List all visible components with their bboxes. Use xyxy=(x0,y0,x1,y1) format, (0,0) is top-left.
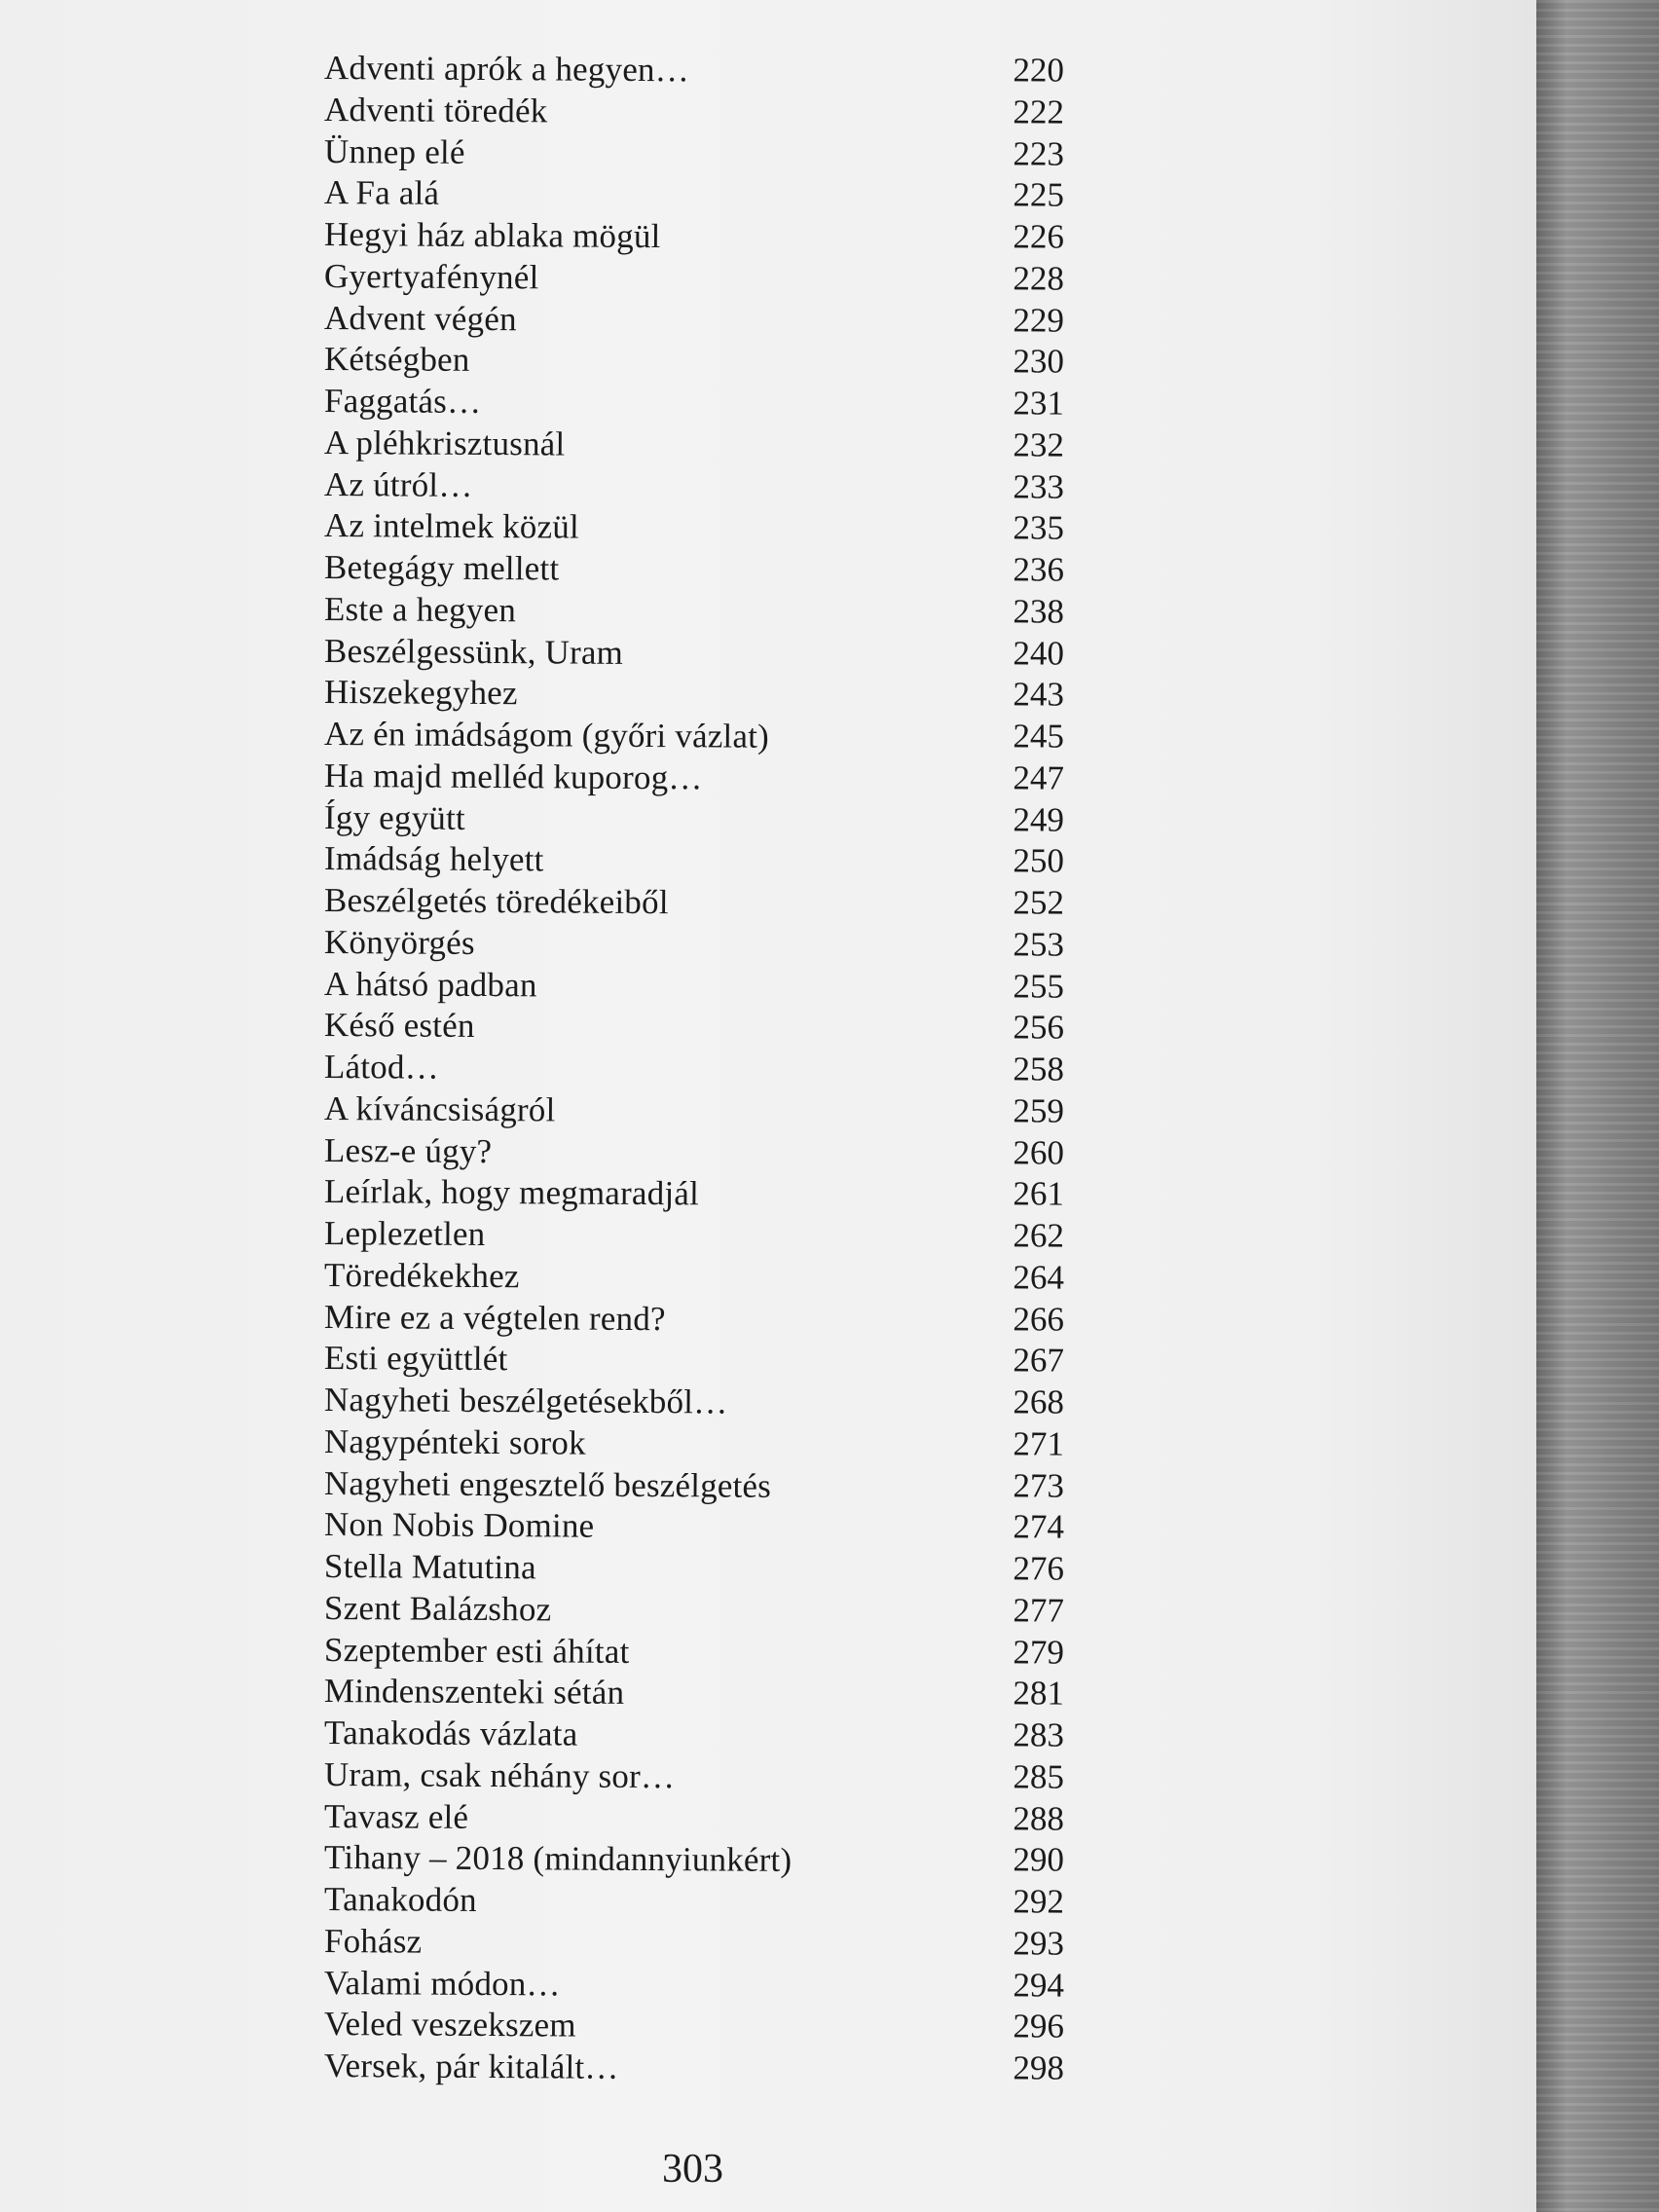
toc-entry xyxy=(324,1712,1064,1757)
toc-entry-page: 288 xyxy=(1013,1798,1065,1838)
toc-entry xyxy=(324,1878,1064,1924)
toc-entry xyxy=(324,588,1064,634)
toc-entry xyxy=(324,630,1064,676)
toc-entry-page: 243 xyxy=(1013,675,1065,714)
toc-entry-title: Látod… xyxy=(323,1048,439,1087)
toc-entry-title: Esti együttlét xyxy=(323,1339,508,1379)
toc-entry-title: Kétségben xyxy=(323,340,470,380)
toc-entry xyxy=(324,297,1064,343)
toc-entry-page: 249 xyxy=(1013,799,1065,839)
toc-entry-page: 283 xyxy=(1013,1715,1065,1754)
toc-entry-page: 226 xyxy=(1013,217,1065,256)
toc-entry xyxy=(324,1920,1064,1966)
toc-entry-page: 268 xyxy=(1013,1382,1065,1421)
toc-entry-title: Szeptember esti áhítat xyxy=(323,1630,630,1671)
toc-entry xyxy=(324,921,1064,967)
toc-entry xyxy=(324,338,1064,384)
toc-entry-title: Könyörgés xyxy=(323,922,475,962)
toc-entry-page: 255 xyxy=(1013,966,1065,1006)
page-number: 303 xyxy=(662,2147,723,2192)
toc-entry xyxy=(324,1545,1064,1591)
toc-entry-title: Így együtt xyxy=(323,797,466,837)
toc-entry xyxy=(324,2003,1064,2048)
toc-entry-page: 293 xyxy=(1013,1924,1065,1963)
toc-entry xyxy=(324,213,1064,259)
toc-entry-title: Tihany – 2018 (mindannyiunkért) xyxy=(323,1838,793,1880)
toc-entry xyxy=(324,1212,1064,1258)
toc-entry xyxy=(324,1420,1064,1466)
toc-entry-title: A kíváncsiságról xyxy=(323,1088,556,1129)
toc-entry xyxy=(324,755,1064,800)
toc-entry-page: 252 xyxy=(1013,883,1065,922)
toc-entry xyxy=(324,255,1064,301)
toc-entry-title: Beszélgetés töredékeiből xyxy=(323,881,669,922)
toc-entry xyxy=(324,879,1064,925)
toc-entry-page: 236 xyxy=(1013,550,1065,589)
toc-entry-title: A hátsó padban xyxy=(323,964,537,1004)
toc-entry-page: 264 xyxy=(1013,1258,1065,1297)
toc-entry xyxy=(324,796,1064,842)
toc-entry-title: Tanakodón xyxy=(323,1880,477,1919)
toc-entry xyxy=(324,1836,1064,1882)
toc-entry-page: 294 xyxy=(1013,1965,1065,2005)
toc-entry xyxy=(324,1753,1064,1799)
toc-entry-title: Fohász xyxy=(323,1921,423,1961)
toc-entry xyxy=(324,546,1064,592)
toc-entry xyxy=(324,1462,1064,1508)
toc-entry xyxy=(324,1379,1064,1424)
toc-entry-page: 271 xyxy=(1013,1424,1065,1463)
toc-entry xyxy=(324,504,1064,550)
toc-entry-page: 256 xyxy=(1013,1008,1065,1047)
toc-entry-page: 240 xyxy=(1013,633,1065,673)
toc-entry-page: 277 xyxy=(1013,1591,1065,1630)
toc-entry-page: 230 xyxy=(1013,342,1065,381)
toc-entry xyxy=(324,380,1064,425)
toc-entry-title: Valami módon… xyxy=(323,1963,561,2003)
toc-entry-page: 259 xyxy=(1013,1091,1065,1130)
toc-entry xyxy=(324,463,1064,509)
toc-entry-page: 279 xyxy=(1013,1632,1065,1672)
toc-entry-title: Mire ez a végtelen rend? xyxy=(323,1297,666,1338)
toc-entry-title: Este a hegyen xyxy=(323,589,517,629)
toc-entry-title: Adventi aprók a hegyen… xyxy=(323,49,690,90)
toc-entry-page: 220 xyxy=(1013,51,1065,90)
toc-entry xyxy=(324,1629,1064,1675)
toc-entry-title: Betegágy mellett xyxy=(323,548,560,588)
toc-entry-title: Leírlak, hogy megmaradjál xyxy=(323,1172,700,1213)
toc-entry xyxy=(324,713,1064,758)
toc-entry-page: 281 xyxy=(1013,1674,1065,1713)
toc-entry-page: 250 xyxy=(1013,841,1065,880)
toc-entry xyxy=(324,130,1064,176)
toc-entry-page: 273 xyxy=(1013,1465,1065,1505)
toc-entry-title: Faggatás… xyxy=(323,382,482,421)
toc-entry xyxy=(324,1046,1064,1091)
toc-entry xyxy=(324,1296,1064,1342)
toc-entry-title: A Fa alá xyxy=(323,173,440,212)
toc-entry-title: Non Nobis Domine xyxy=(323,1505,595,1545)
toc-entry-title: Az intelmek közül xyxy=(323,506,580,546)
toc-entry-title: Adventi töredék xyxy=(323,90,548,130)
table-of-contents xyxy=(324,47,1064,2086)
toc-entry xyxy=(324,1503,1064,1549)
toc-entry xyxy=(324,1587,1064,1633)
toc-entry-page: 232 xyxy=(1013,425,1065,464)
toc-entry-page: 261 xyxy=(1013,1174,1065,1213)
toc-entry-title: Uram, csak néhány sor… xyxy=(323,1754,676,1795)
toc-entry-title: Advent végén xyxy=(323,298,517,338)
toc-entry-title: Mindenszenteki sétán xyxy=(323,1672,625,1713)
toc-entry-title: Beszélgessünk, Uram xyxy=(323,631,624,672)
toc-entry-title: Veled veszekszem xyxy=(323,2005,576,2045)
toc-entry xyxy=(324,1795,1064,1841)
toc-entry xyxy=(324,422,1064,467)
toc-entry-title: Nagypénteki sorok xyxy=(323,1421,586,1462)
toc-entry-page: 262 xyxy=(1013,1216,1065,1255)
toc-entry xyxy=(324,837,1064,883)
toc-entry-page: 260 xyxy=(1013,1132,1065,1172)
toc-entry-page: 225 xyxy=(1013,175,1065,214)
toc-entry-page: 290 xyxy=(1013,1840,1065,1879)
toc-entry-page: 296 xyxy=(1013,2007,1065,2046)
toc-entry xyxy=(324,47,1064,92)
toc-entry xyxy=(324,1254,1064,1300)
toc-entry-title: Ha majd melléd kuporog… xyxy=(323,756,703,797)
toc-entry xyxy=(324,89,1064,134)
toc-entry xyxy=(324,1337,1064,1382)
toc-entry-page: 276 xyxy=(1013,1549,1065,1588)
toc-entry-title: Gyertyafénynél xyxy=(323,256,539,297)
toc-entry xyxy=(324,1670,1064,1715)
toc-entry-title: Töredékekhez xyxy=(323,1255,520,1295)
toc-entry-title: Lesz-e úgy? xyxy=(323,1130,493,1170)
toc-entry-title: Versek, pár kitalált… xyxy=(323,2046,619,2086)
toc-entry-page: 298 xyxy=(1013,2048,1065,2087)
toc-entry xyxy=(324,671,1064,717)
toc-entry-title: A pléhkrisztusnál xyxy=(323,423,566,463)
toc-entry-page: 238 xyxy=(1013,592,1065,631)
toc-entry-page: 245 xyxy=(1013,717,1065,756)
toc-entry-page: 258 xyxy=(1013,1050,1065,1088)
toc-entry-title: Hiszekegyhez xyxy=(323,673,518,713)
toc-entry-page: 247 xyxy=(1013,758,1065,797)
toc-entry-title: Nagyheti beszélgetésekből… xyxy=(323,1381,728,1421)
toc-entry-page: 267 xyxy=(1013,1341,1065,1380)
toc-entry-title: Tavasz elé xyxy=(323,1796,469,1836)
toc-entry-title: Imádság helyett xyxy=(323,839,544,879)
toc-entry-page: 274 xyxy=(1013,1507,1065,1546)
toc-entry-page: 266 xyxy=(1013,1299,1065,1339)
toc-entry-page: 235 xyxy=(1013,508,1065,547)
toc-entry-page: 231 xyxy=(1013,384,1065,423)
toc-entry-title: Nagyheti engesztelő beszélgetés xyxy=(323,1463,772,1505)
toc-entry xyxy=(324,1962,1064,2008)
toc-entry-title: Az én imádságom (győri vázlat) xyxy=(323,715,770,756)
toc-entry-page: 292 xyxy=(1013,1882,1065,1921)
toc-entry xyxy=(324,1170,1064,1216)
toc-entry xyxy=(324,2045,1064,2090)
toc-entry xyxy=(324,1129,1064,1175)
toc-entry-page: 222 xyxy=(1013,92,1065,131)
toc-entry xyxy=(324,1088,1064,1133)
toc-entry-title: Késő estén xyxy=(323,1006,475,1046)
toc-entry-title: Az útról… xyxy=(323,464,473,504)
toc-entry xyxy=(324,1004,1064,1050)
toc-entry-page: 285 xyxy=(1013,1757,1065,1796)
toc-entry-page: 253 xyxy=(1013,925,1065,964)
toc-entry-page: 228 xyxy=(1013,259,1065,298)
toc-entry-title: Hegyi ház ablaka mögül xyxy=(323,215,661,256)
toc-entry xyxy=(324,963,1064,1009)
background-edge xyxy=(1536,0,1659,2212)
toc-entry-page: 229 xyxy=(1013,300,1065,340)
toc-entry xyxy=(324,171,1064,217)
toc-entry-page: 233 xyxy=(1013,466,1065,506)
toc-entry-page: 223 xyxy=(1013,133,1065,173)
toc-entry-title: Leplezetlen xyxy=(323,1214,486,1254)
toc-entry-title: Szent Balázshoz xyxy=(323,1588,552,1629)
toc-entry-title: Tanakodás vázlata xyxy=(323,1714,578,1753)
toc-entry-title: Stella Matutina xyxy=(323,1547,536,1587)
toc-entry-title: Ünnep elé xyxy=(323,131,465,171)
